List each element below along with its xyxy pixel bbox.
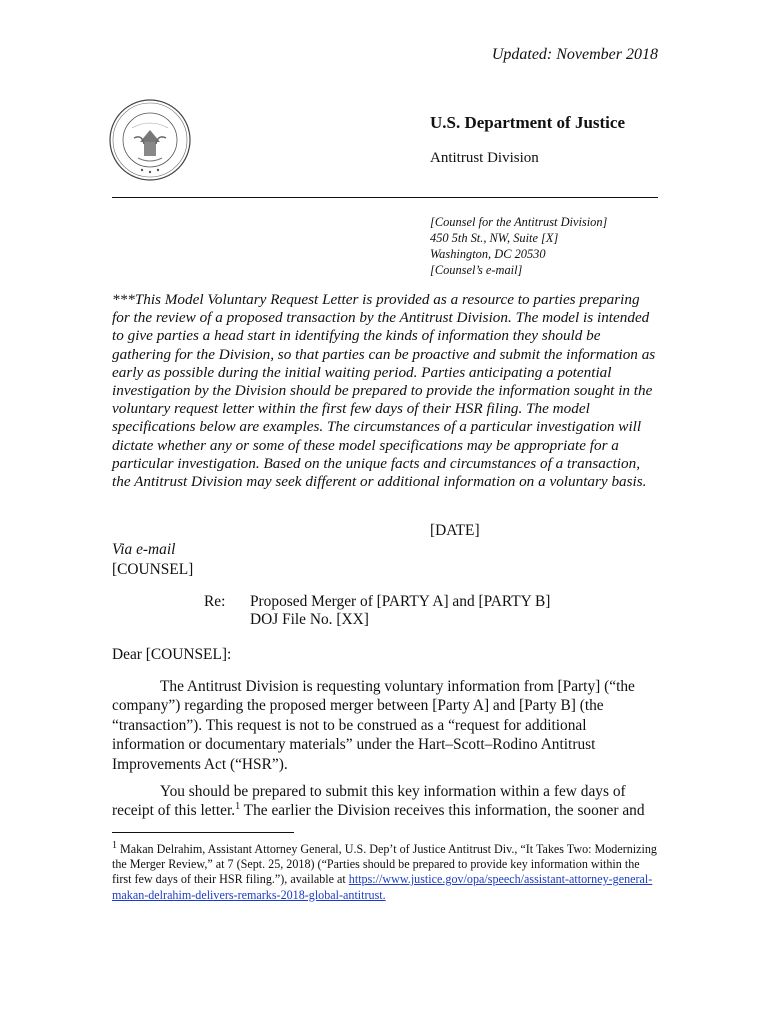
footnote-number: 1	[112, 839, 117, 851]
paragraph-text: The earlier the Division receives this information, the sooner and	[240, 802, 645, 820]
updated-date: Updated: November 2018	[491, 46, 658, 63]
footnote	[112, 839, 658, 903]
salutation: Dear [COUNSEL]:	[112, 646, 232, 663]
address-line: Washington, DC 20530	[430, 247, 546, 261]
subject-line: Proposed Merger of [PARTY A] and [PARTY B]	[250, 593, 551, 610]
header-divider	[112, 197, 658, 198]
footnote-divider	[112, 832, 294, 833]
delivery-method: Via e-mail	[112, 541, 176, 558]
division-name: Antitrust Division	[430, 150, 539, 166]
address-line: [Counsel’s e-mail]	[430, 263, 523, 277]
address-line: [Counsel for the Antitrust Division]	[430, 215, 608, 229]
re-label: Re:	[204, 593, 226, 610]
body-paragraph	[112, 782, 658, 821]
body-paragraph: The Antitrust Division is requesting voluntary information from [Party] (“the company”) regarding the proposed merger between [Party A] and [Party B] (the “transaction”). This request is not to be construed as a “request for additional information or documentary materials” under the Hart–Scott–Rodino Antitrust Improvements Act (“HSR”).	[112, 678, 635, 773]
file-number: DOJ File No. [XX]	[250, 611, 369, 628]
paragraph-text: You should be prepared to submit this key information within a few days of receipt of this letter.	[112, 783, 626, 820]
recipient: [COUNSEL]	[112, 561, 194, 578]
doj-seal-icon	[108, 98, 192, 182]
model-letter-notice: ***This Model Voluntary Request Letter is provided as a resource to parties preparing for the review of a proposed transaction by the Antitrust Division. The model is intended to give parties a head start in identifying the kinds of information they should be gathering for the Division, so that parties can be proactive and submit the information as early as possible during the initial waiting period. Parties anticipating a potential investigation by the Division should be prepared to provide the information sought in the voluntary request letter within the first few days of their HSR filing. The model specifications below are examples. The circumstances of a particular investigation will dictate whether any or some of these model specifications may be appropriate for a particular investigation. Based on the unique facts and circumstances of a transaction, the Antitrust Division may seek different or additional information on a voluntary basis.	[112, 291, 656, 491]
sender-address	[430, 214, 607, 278]
agency-name: U.S. Department of Justice	[430, 113, 625, 132]
footnote-text: Makan Delrahim, Assistant Attorney General, U.S. Dep’t of Justice Antitrust Div., “It Takes Two: Modernizing the Merger Review,” at 7 (Sept. 25, 2018) (“Parties should be prepared to provide key information within the first few days of their HSR filing.”), available at	[112, 842, 657, 887]
footnote-reference[interactable]: 1	[235, 801, 241, 813]
letter-date: [DATE]	[430, 522, 480, 539]
footnote-link[interactable]: https://www.justice.gov/opa/speech/assistant-attorney-general-makan-delrahim-delivers-remarks-2018-global-antitrust.	[112, 872, 653, 902]
address-line: 450 5th St., NW, Suite [X]	[430, 231, 559, 245]
